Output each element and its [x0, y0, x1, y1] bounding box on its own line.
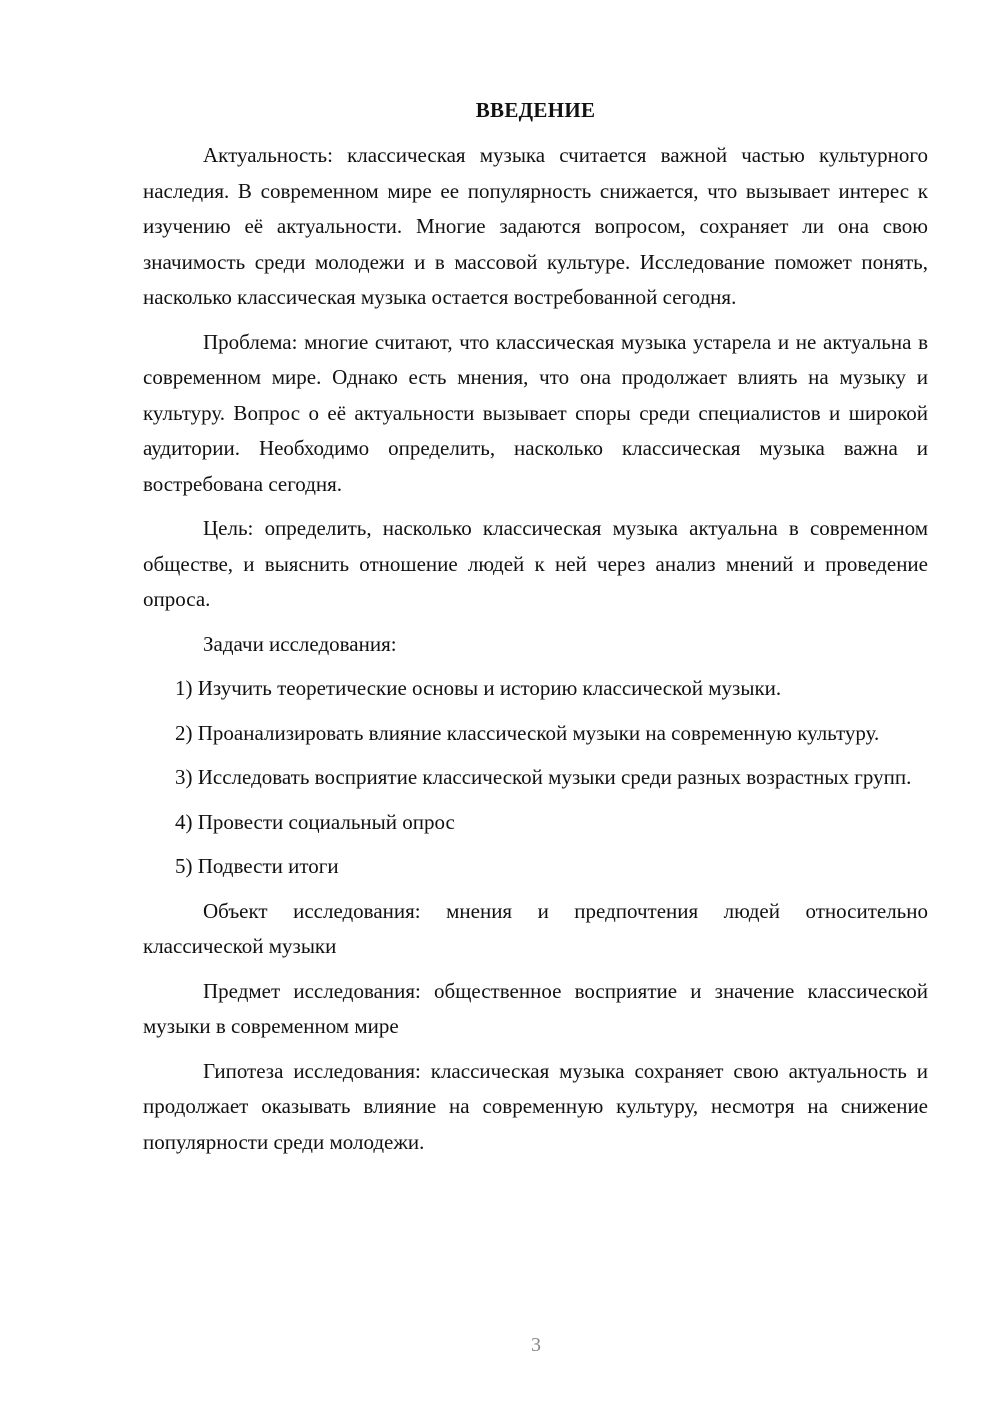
document-page: [143, 95, 928, 1169]
list-item-task-2: 2) Проанализировать влияние классической музыки на современную культуру.: [175, 720, 880, 745]
paragraph-tasks-heading: Задачи исследования:: [203, 631, 397, 656]
list-item-task-5: 5) Подвести итоги: [175, 854, 339, 878]
page-number: 3: [531, 1334, 541, 1356]
list-item-task-4: 4) Провести социальный опрос: [175, 809, 455, 834]
paragraph-object: Объект исследования: мнения и предпочтения людей относительно классической музыки: [143, 898, 928, 958]
section-title: ВВЕДЕНИЕ: [475, 98, 596, 122]
paragraph-hypothesis: Гипотеза исследования: классическая музыка сохраняет свою актуальность и продолжает оказывать влияние на современную культуру, несмотря на снижение популярности среди молодежи.: [143, 1058, 928, 1154]
list-item-task-1: 1) Изучить теоретические основы и историю классической музыки.: [175, 676, 782, 700]
paragraph-goal: Цель: определить, насколько классическая музыка актуальна в современном обществе, и выяснить отношение людей к ней через анализ мнений и проведение опроса.: [143, 516, 928, 611]
list-item-task-3: 3) Исследовать восприятие классической музыки среди разных возрастных групп.: [175, 765, 912, 789]
paragraph-problem: Проблема: многие считают, что классическая музыка устарела и не актуальна в современном мире. Однако есть мнения, что она продолжает влиять на музыку и культуру. Вопрос о её актуальности вызывает споры среди специалистов и широкой аудитории. Необходимо определить, насколько классическая музыка важна и востребована сегодня.: [143, 329, 928, 496]
paragraph-subject: Предмет исследования: общественное восприятие и значение классической музыки в современном мире: [143, 978, 928, 1038]
paragraph-relevance: Актуальность: классическая музыка считается важной частью культурного наследия. В современном мире ее популярность снижается, что вызывает интерес к изучению её актуальности. Многие задаются вопросом, сохраняет ли она свою значимость среди молодежи и в массовой культуре. Исследование поможет понять, насколько классическая музыка остается востребованной сегодня.: [143, 143, 928, 309]
